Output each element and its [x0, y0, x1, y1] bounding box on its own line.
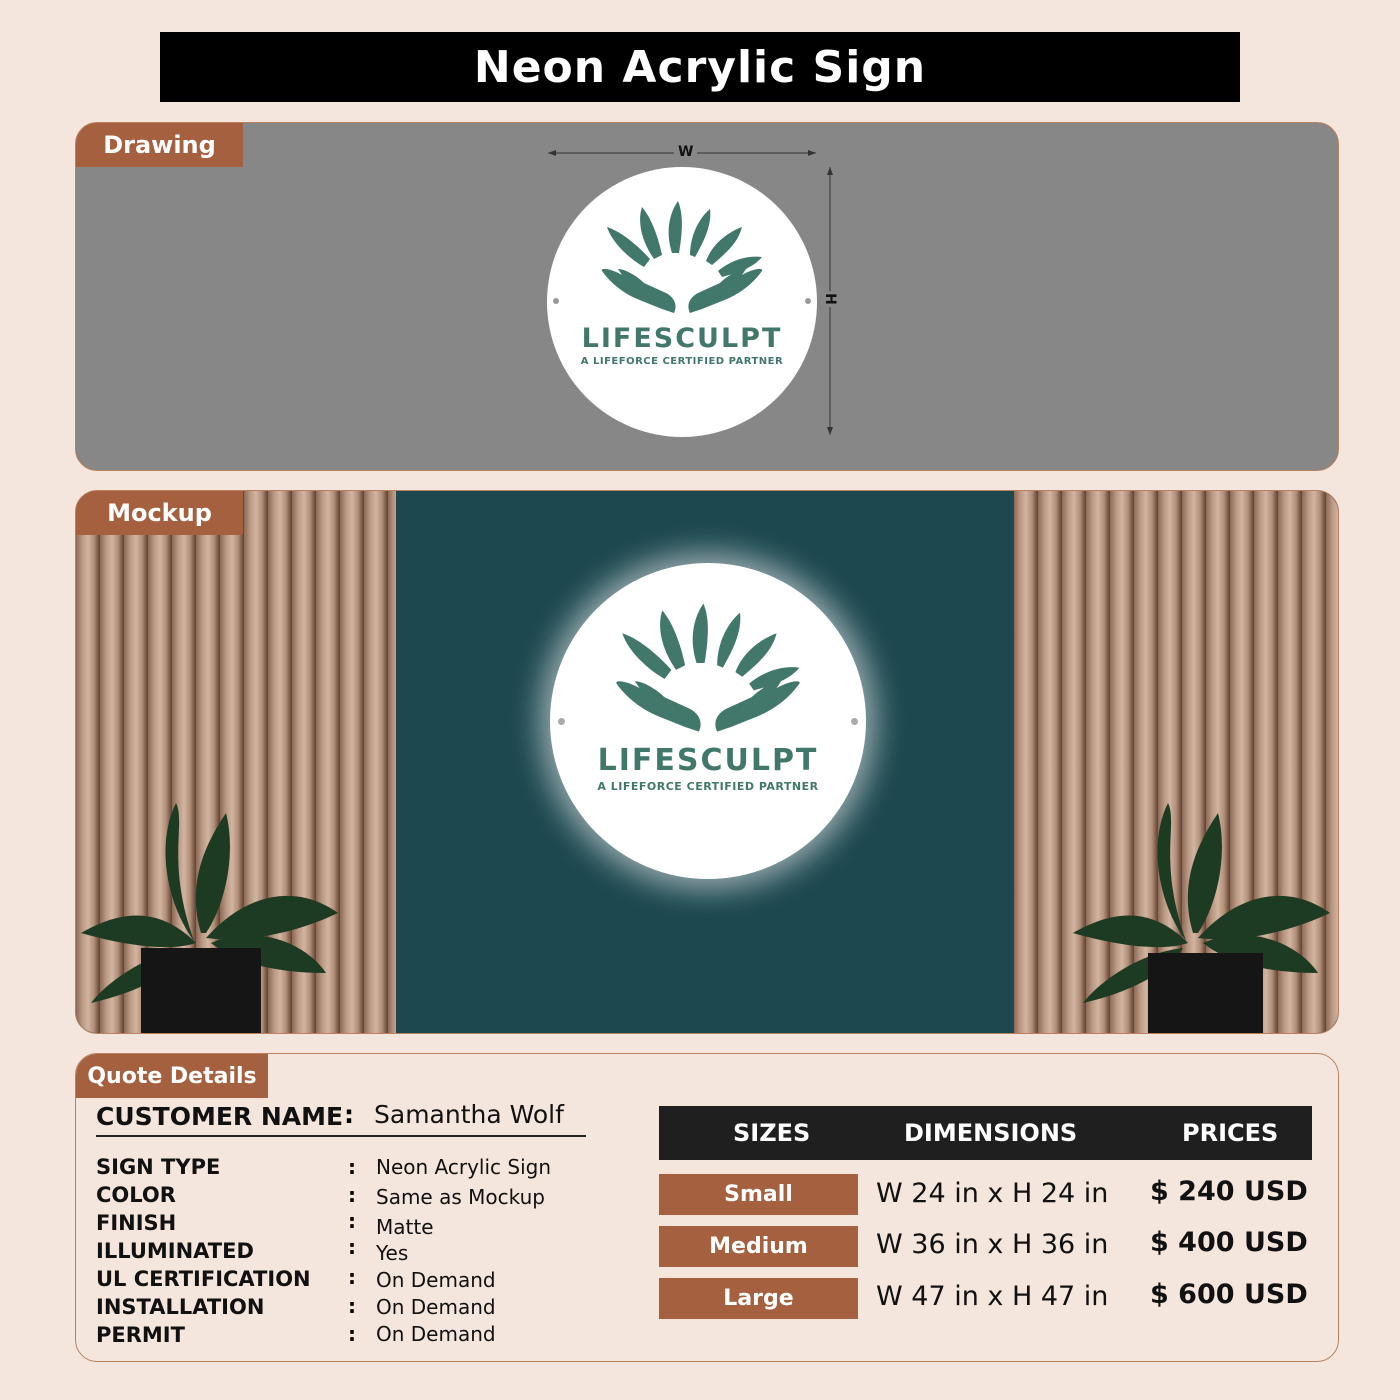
spec-value-ul-certification: On Demand [376, 1268, 496, 1292]
mockup-brand-tagline: A LIFEFORCE CERTIFIED PARTNER [597, 780, 819, 793]
spec-label-ul-certification: UL CERTIFICATION [96, 1267, 311, 1291]
leaf-hands-logo-icon [582, 197, 782, 337]
customer-name-label: CUSTOMER NAME [96, 1102, 344, 1131]
spec-colon: : [348, 1209, 356, 1233]
drawing-tab: Drawing [76, 123, 243, 167]
spec-label-installation: INSTALLATION [96, 1295, 265, 1319]
price-medium: $ 400 USD [1150, 1227, 1308, 1258]
spec-colon: : [348, 1294, 356, 1318]
leaf-hands-logo-icon [588, 599, 828, 759]
size-large-button[interactable]: Large [659, 1278, 858, 1319]
mount-hole-left [553, 298, 559, 304]
spec-label-color: COLOR [96, 1183, 176, 1207]
mount-hole-right [805, 298, 811, 304]
spec-value-finish: Matte [376, 1215, 434, 1239]
drawing-panel [75, 122, 1339, 471]
plant-left-icon [76, 803, 346, 1033]
mockup-brand-name: LIFESCULPT [597, 743, 819, 778]
price-large: $ 600 USD [1150, 1279, 1308, 1310]
dimensions-small: W 24 in x H 24 in [876, 1178, 1109, 1209]
spec-colon: : [348, 1183, 356, 1207]
spec-label-permit: PERMIT [96, 1323, 185, 1347]
spec-value-permit: On Demand [376, 1322, 496, 1346]
drawing-brand-name: LIFESCULPT [581, 323, 783, 354]
spec-label-illuminated: ILLUMINATED [96, 1239, 254, 1263]
spec-colon: : [348, 1235, 356, 1259]
customer-name-value: Samantha Wolf [374, 1100, 564, 1129]
dimensions-large: W 47 in x H 47 in [876, 1281, 1109, 1312]
mount-hole-left [558, 718, 565, 725]
spec-colon: : [348, 1322, 356, 1346]
mockup-sign [550, 563, 866, 879]
mockup-panel [75, 490, 1339, 1034]
spec-colon: : [348, 1265, 356, 1289]
mount-hole-right [851, 718, 858, 725]
spec-value-color: Same as Mockup [376, 1185, 545, 1209]
spec-value-installation: On Demand [376, 1295, 496, 1319]
spec-value-sign-type: Neon Acrylic Sign [376, 1155, 552, 1179]
size-medium-button[interactable]: Medium [659, 1226, 858, 1267]
spec-colon: : [348, 1155, 356, 1179]
quote-tab: Quote Details [76, 1054, 268, 1098]
customer-underline [96, 1135, 586, 1137]
spec-value-illuminated: Yes [376, 1241, 409, 1265]
price-table-header [659, 1106, 1312, 1160]
header-prices: PRICES [1182, 1119, 1279, 1147]
quote-panel [75, 1053, 1339, 1362]
plant-right-icon [1068, 803, 1338, 1033]
height-label: H [821, 293, 838, 305]
mockup-tab: Mockup [76, 491, 243, 535]
dimensions-medium: W 36 in x H 36 in [876, 1229, 1109, 1260]
price-small: $ 240 USD [1150, 1176, 1308, 1207]
header-sizes: SIZES [733, 1119, 811, 1147]
size-small-button[interactable]: Small [659, 1174, 858, 1215]
drawing-sign [547, 167, 817, 437]
spec-label-sign-type: SIGN TYPE [96, 1155, 221, 1179]
drawing-brand-tagline: A LIFEFORCE CERTIFIED PARTNER [580, 356, 784, 367]
header-dimensions: DIMENSIONS [904, 1119, 1078, 1147]
page-title: Neon Acrylic Sign [160, 32, 1240, 102]
customer-colon: : [344, 1100, 354, 1129]
width-label: W [674, 144, 697, 160]
spec-label-finish: FINISH [96, 1211, 177, 1235]
